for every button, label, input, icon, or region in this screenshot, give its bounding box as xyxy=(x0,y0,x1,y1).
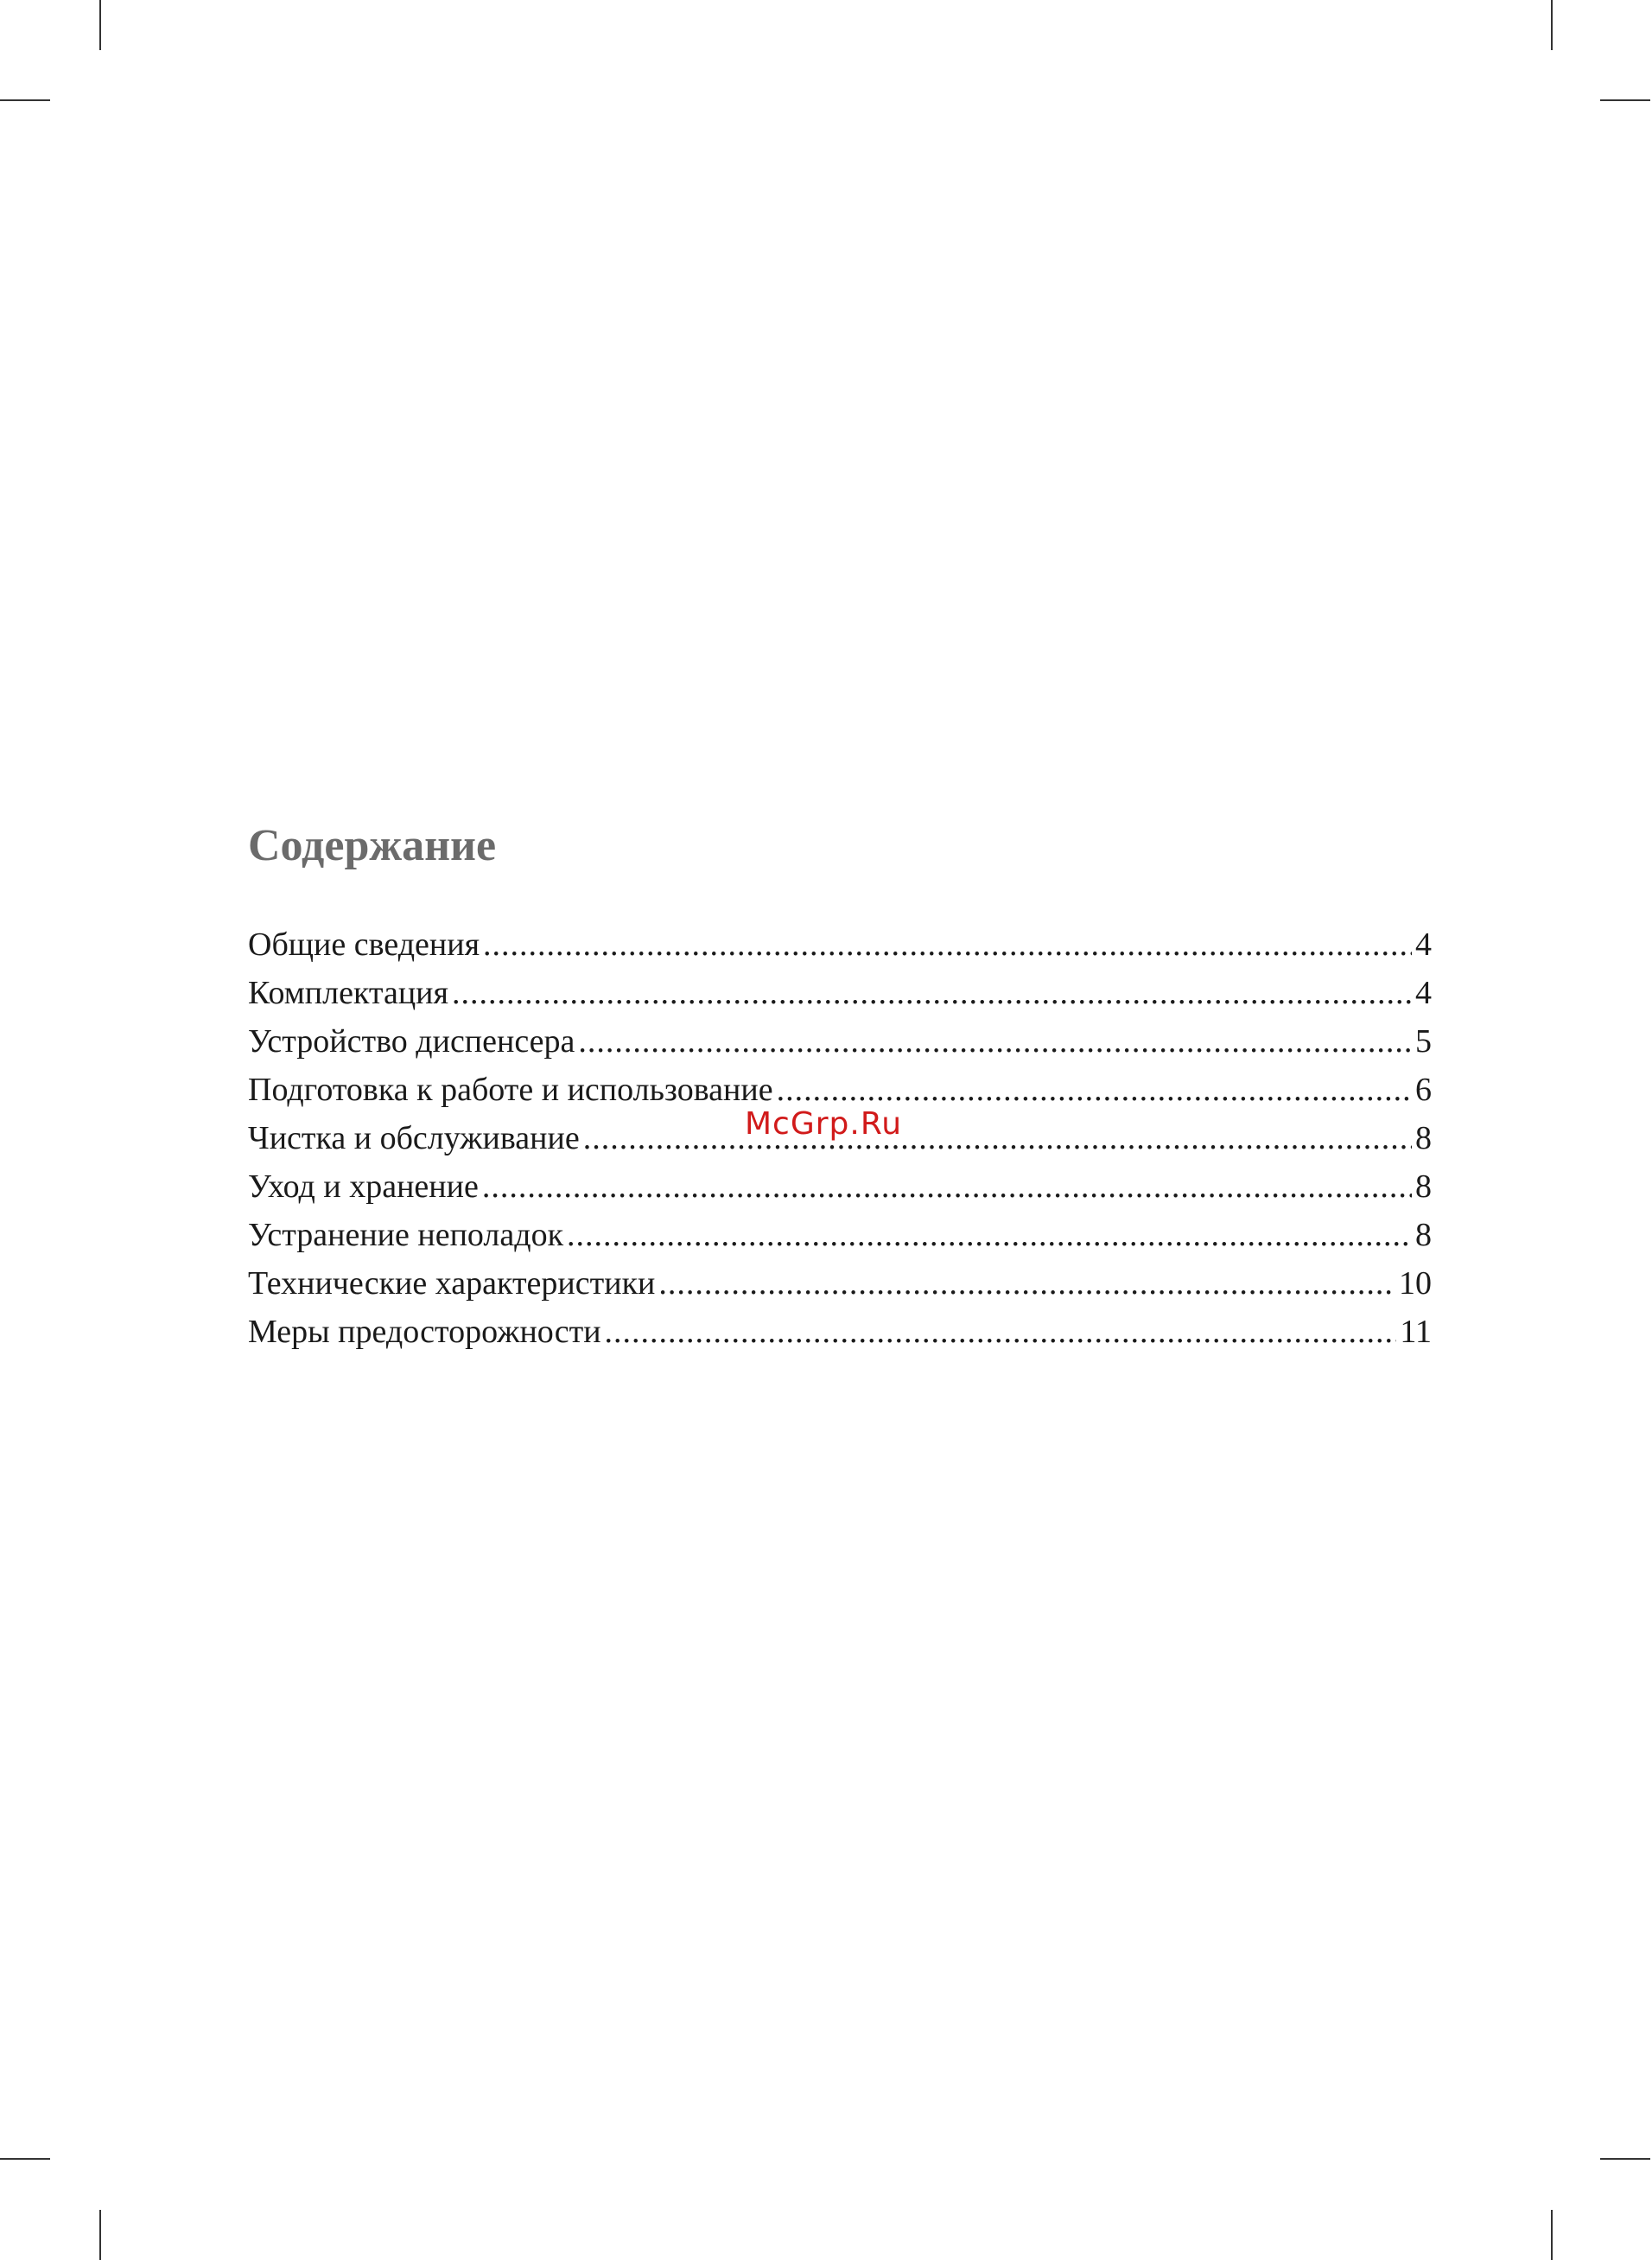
toc-entry-label: Технические характеристики xyxy=(248,1265,656,1302)
crop-mark-top-right-horizontal xyxy=(1600,99,1650,101)
toc-entry[interactable] xyxy=(248,1259,1432,1308)
toc-entry[interactable] xyxy=(248,969,1432,1017)
crop-mark-top-right-vertical xyxy=(1551,0,1553,50)
toc-entry[interactable] xyxy=(248,1017,1432,1066)
page-title: Содержание xyxy=(248,821,497,870)
toc-entry-page: 11 xyxy=(1400,1314,1432,1351)
toc-entry-page: 8 xyxy=(1415,1217,1432,1254)
toc-entry[interactable] xyxy=(248,1211,1432,1259)
toc-entry-page: 5 xyxy=(1415,1023,1432,1060)
toc-entry-label: Подготовка к работе и использование xyxy=(248,1072,773,1109)
toc-entry-label: Общие сведения xyxy=(248,926,480,964)
toc-entry[interactable] xyxy=(248,1162,1432,1211)
crop-mark-bottom-right-horizontal xyxy=(1600,2158,1650,2160)
crop-mark-bottom-left-horizontal xyxy=(0,2158,50,2160)
toc-dot-leader xyxy=(482,1162,1412,1211)
toc-entry-page: 8 xyxy=(1415,1168,1432,1206)
toc-entry-page: 4 xyxy=(1415,975,1432,1012)
toc-dot-leader xyxy=(483,920,1412,969)
table-of-contents xyxy=(248,821,1432,1356)
toc-dot-leader xyxy=(658,1259,1395,1308)
toc-dot-leader xyxy=(583,1114,1412,1162)
toc-entry-label: Устранение неполадок xyxy=(248,1217,564,1254)
toc-entry-label: Меры предосторожности xyxy=(248,1314,601,1351)
toc-entry-page: 4 xyxy=(1415,926,1432,964)
toc-entry-label: Устройство диспенсера xyxy=(248,1023,575,1060)
crop-mark-bottom-left-vertical xyxy=(99,2210,101,2260)
toc-entry-page: 6 xyxy=(1415,1072,1432,1109)
watermark: McGrp.Ru xyxy=(745,1106,903,1142)
toc-entry[interactable] xyxy=(248,920,1432,969)
toc-dot-leader xyxy=(567,1211,1412,1259)
crop-mark-top-left-horizontal xyxy=(0,99,50,101)
crop-mark-top-left-vertical xyxy=(99,0,101,50)
toc-dot-leader xyxy=(605,1308,1397,1356)
toc-entry-page: 10 xyxy=(1399,1265,1432,1302)
toc-dot-leader xyxy=(452,969,1412,1017)
toc-entry-label: Комплектация xyxy=(248,975,448,1012)
crop-mark-bottom-right-vertical xyxy=(1551,2210,1553,2260)
toc-entry-page: 8 xyxy=(1415,1120,1432,1157)
toc-entry-label: Чистка и обслуживание xyxy=(248,1120,580,1157)
toc-entry-label: Уход и хранение xyxy=(248,1168,479,1206)
toc-entry[interactable] xyxy=(248,1308,1432,1356)
toc-dot-leader xyxy=(578,1017,1412,1066)
